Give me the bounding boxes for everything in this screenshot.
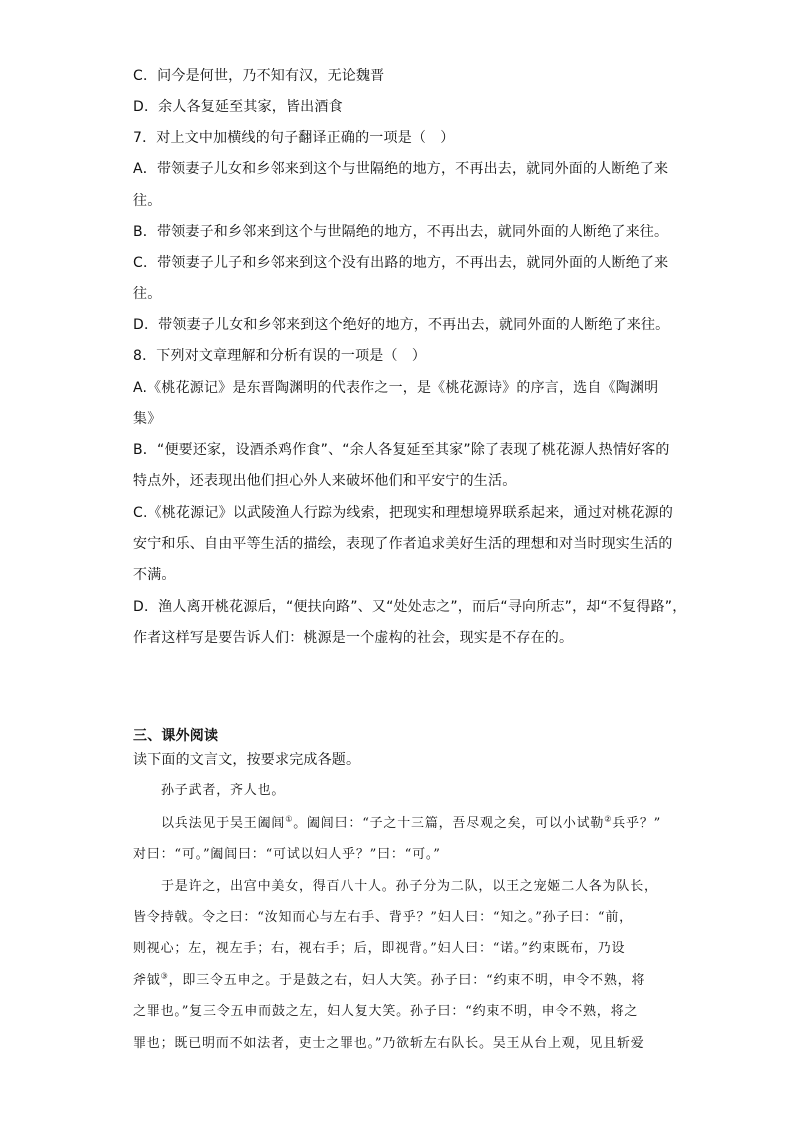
passage-text: 斧钺 [133,973,161,988]
passage-paragraph-3-line6: 罪也；既已明而不如法者，吏士之罪也。”乃欲斩左右队长。吴王从台上观，见且斩爱 [133,1036,645,1051]
section-instruction: 读下面的文言文，按要求完成各题。 [133,752,361,768]
passage-paragraph-3-line5: 之罪也。”复三令五申而鼓之左，妇人复大笑。孙子曰：“约束不明，申令不熟，将之 [133,1004,639,1019]
passage-paragraph-3-line4 [133,971,673,991]
passage-text: ，即三令五申之。于是鼓之右，妇人大笑。孙子曰：“约束不明，申令不熟，将 [168,973,646,988]
passage-text: 。阖闾曰：“子之十三篇，吾尽观之矣，可以小试勒 [293,816,605,831]
q8-option-d: D．渔人离开桃花源后，“便扶向路”、又“处处志之”，而后“寻向所志”，却“不复得路”， [133,599,687,615]
passage-text: 兵乎？” [612,816,662,831]
footnote-marker-1: ① [285,814,294,824]
option-d-line: D．余人各复延至其家，皆出酒食 [133,99,343,115]
passage-paragraph-2 [161,814,701,834]
q8-option-d-cont: 作者这样写是要告诉人们：桃源是一个虚构的社会，现实是不存在的。 [133,630,574,646]
q7-option-b: B．带领妻子和乡邻来到这个与世隔绝的地方，不再出去，就同外面的人断绝了来往。 [133,224,669,240]
q7-option-d: D．带领妻子儿女和乡邻来到这个绝好的地方，不再出去，就同外面的人断绝了来往。 [133,317,670,333]
footnote-marker-2: ② [604,814,613,824]
passage-paragraph-3: 于是许之，出宫中美女，得百八十人。孙子分为二队，以王之宠姬二人各为队长， [161,879,658,894]
q8-option-c-cont1: 安宁和乐、自由平等生活的描绘，表现了作者追求美好生活的理想和对当时现实生活的 [133,536,673,552]
q7-option-c: C．带领妻子儿子和乡邻来到这个没有出路的地方，不再出去，就同外面的人断绝了来 [133,255,669,271]
q7-option-a-cont: 往。 [133,193,162,209]
option-c-line: C．问今是何世，乃不知有汉，无论魏晋 [133,68,385,84]
passage-paragraph-2-cont: 对曰：“可。”阖闾曰：“可试以妇人乎？”曰：“可。” [133,847,441,862]
passage-text: 以兵法见于吴王阖闾 [161,816,286,831]
section-title: 三、课外阅读 [133,728,219,744]
q7-option-a: A．带领妻子儿女和乡邻来到这个与世隔绝的地方，不再出去，就同外面的人断绝了来 [133,161,669,177]
q8-option-b: B．“便要还家，设酒杀鸡作食”、“余人各复延至其家”除了表现了桃花源人热情好客的 [133,442,670,458]
passage-paragraph-3-line2: 皆令持戟。令之曰：“汝知而心与左右手、背乎？”妇人曰：“知之。”孙子曰：“前， [133,910,633,925]
q8-option-b-cont: 特点外，还表现出他们担心外人来破坏他们和平安宁的生活。 [133,473,517,489]
q8-option-c: C.《桃花源记》以武陵渔人行踪为线索，把现实和理想境界联系起来，通过对桃花源的 [133,505,674,521]
question-8: 8．下列对文章理解和分析有误的一项是（ ） [133,348,427,364]
q7-option-c-cont: 往。 [133,286,162,302]
q8-option-a-cont: 集》 [133,411,162,427]
question-7: 7．对上文中加横线的句子翻译正确的一项是（ ） [133,130,455,146]
passage-paragraph-1: 孙子武者，齐人也。 [161,783,286,798]
passage-paragraph-3-line3: 则视心；左，视左手；右，视右手；后，即视背。”妇人曰：“诺。”约束既布，乃设 [133,941,626,956]
q8-option-a: A.《桃花源记》是东晋陶渊明的代表作之一，是《桃花源诗》的序言，选自《陶渊明 [133,380,659,396]
footnote-marker-3: ③ [160,971,169,981]
q8-option-c-cont2: 不满。 [133,567,176,583]
